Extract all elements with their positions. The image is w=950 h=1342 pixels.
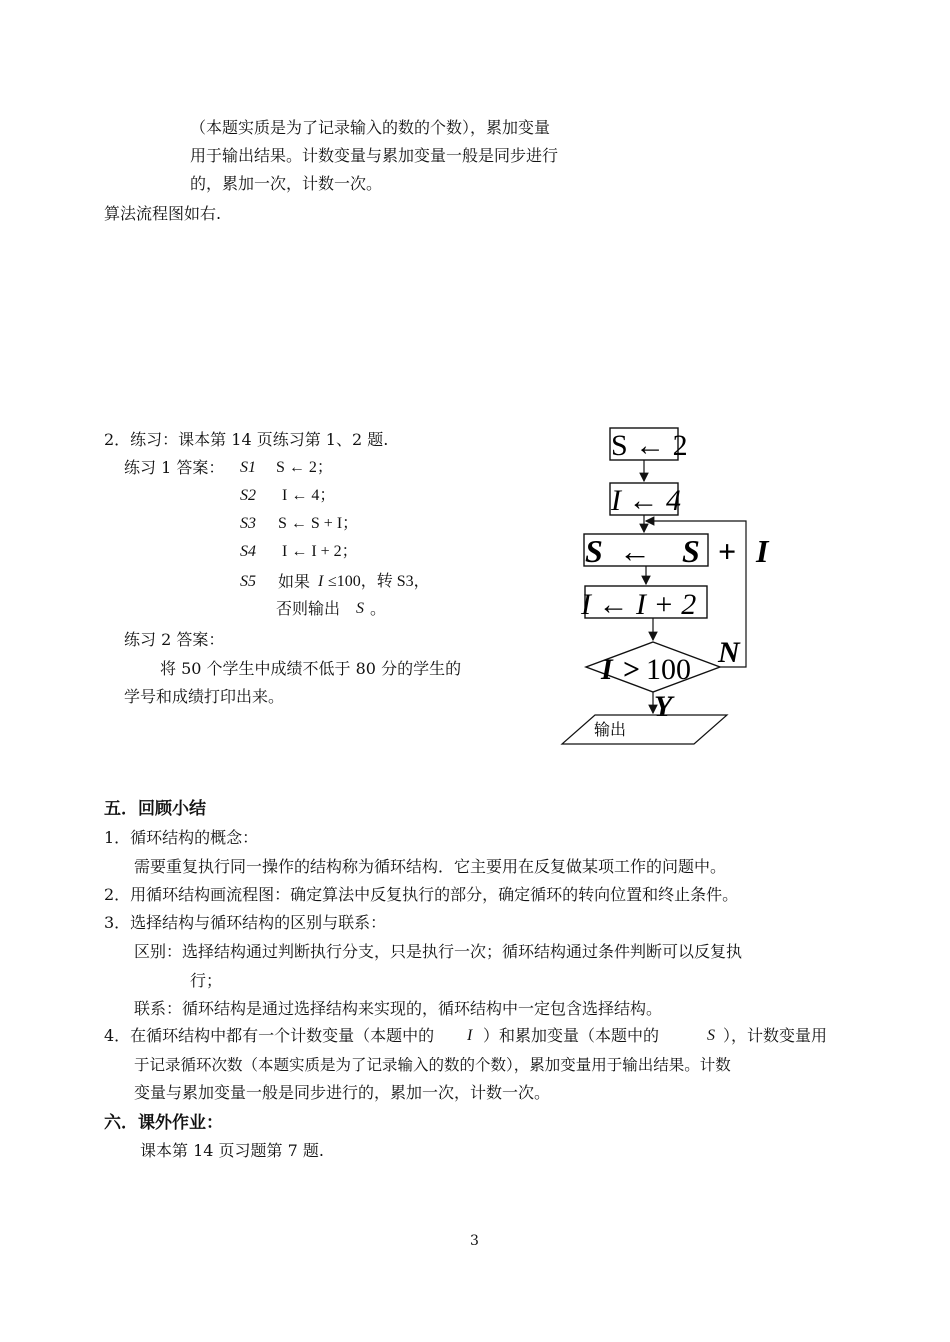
summary-p4-var1: I bbox=[467, 1027, 473, 1044]
summary-p1-body: 需要重复执行同一操作的结构称为循环结构．它主要用在反复做某项工作的问题中。 bbox=[134, 857, 727, 876]
step-s5-else-b: 。 bbox=[370, 599, 387, 618]
flow-note: 算法流程图如右. bbox=[104, 204, 222, 223]
step-s3-id: S3 bbox=[240, 515, 256, 532]
step-s5-id: S5 bbox=[240, 573, 256, 590]
flow-box-4 bbox=[585, 586, 707, 618]
flow-box-3-plus: + bbox=[718, 533, 737, 569]
step-s4-text: I ← I + 2； bbox=[282, 543, 358, 560]
flow-box-3-a: S bbox=[585, 533, 603, 569]
answer-1-label: 练习 1 答案： bbox=[124, 458, 225, 477]
answer-2-line-2: 学号和成绩打印出来。 bbox=[124, 687, 285, 706]
flow-box-3-c: I bbox=[756, 533, 769, 569]
step-s2-id: S2 bbox=[240, 487, 256, 504]
flow-box-3 bbox=[584, 534, 708, 566]
summary-p4-b: ）和累加变量（本题中的 bbox=[483, 1026, 660, 1045]
summary-p3: 3．选择结构与循环结构的区别与联系： bbox=[104, 913, 387, 932]
flow-decision-op: > bbox=[623, 653, 641, 686]
intro-line-1: （本题实质是为了记录输入的数的个数），累加变量 bbox=[190, 118, 551, 137]
step-s4-id: S4 bbox=[240, 543, 256, 560]
step-s1-text: S ← 2； bbox=[276, 459, 333, 476]
practice-heading: 2．练习：课本第 14 页练习第 1、2 题. bbox=[104, 430, 389, 449]
flow-box-3-b: S bbox=[682, 533, 700, 569]
flow-box-2 bbox=[610, 483, 678, 515]
flow-loop-line bbox=[646, 521, 746, 667]
page-number: 3 bbox=[470, 1233, 479, 1249]
step-s2-text: I ← 4； bbox=[282, 487, 336, 504]
summary-p4-line2: 于记录循环次数（本题实质是为了记录输入的数的个数），累加变量用于输出结果。计数 bbox=[134, 1056, 731, 1074]
step-s5-var: I bbox=[318, 573, 324, 590]
step-s5-cond: ≤100，转 S3， bbox=[328, 573, 430, 590]
step-s1-id: S1 bbox=[240, 459, 256, 476]
intro-line-3: 的，累加一次，计数一次。 bbox=[190, 174, 383, 193]
flow-output bbox=[562, 715, 727, 744]
summary-diff-cont: 行； bbox=[190, 971, 223, 990]
flow-box-1 bbox=[610, 428, 678, 460]
summary-p1: 1．循环结构的概念： bbox=[104, 828, 259, 847]
summary-heading: 五．回顾小结 bbox=[104, 799, 206, 819]
flow-box-4-text: I ← I + 2 bbox=[581, 588, 697, 621]
summary-p4-var2: S bbox=[707, 1027, 715, 1044]
answer-2-label: 练习 2 答案： bbox=[124, 630, 225, 649]
homework-body: 课本第 14 页习题第 7 题. bbox=[140, 1141, 324, 1160]
flow-no-label: N bbox=[718, 636, 740, 669]
answer-2-line-1: 将 50 个学生中成绩不低于 80 分的学生的 bbox=[160, 659, 462, 678]
flow-decision-var: I bbox=[601, 653, 613, 686]
flow-box-3-arrow: ← bbox=[619, 533, 651, 569]
step-s5-text-a: 如果 bbox=[278, 572, 311, 591]
step-s5-else-a: 否则输出 bbox=[276, 599, 341, 618]
summary-p4-line3: 变量与累加变量一般是同步进行的，累加一次，计数一次。 bbox=[134, 1083, 551, 1102]
summary-p4-a: 4．在循环结构中都有一个计数变量（本题中的 bbox=[104, 1026, 435, 1045]
step-s5-else-var: S bbox=[356, 600, 364, 617]
homework-heading: 六．课外作业： bbox=[104, 1113, 223, 1133]
flow-box-2-text: I ← 4 bbox=[611, 484, 681, 517]
summary-link: 联系：循环结构是通过选择结构来实现的，循环结构中一定包含选择结构。 bbox=[134, 999, 663, 1018]
step-s3-text: S ← S + I； bbox=[278, 515, 359, 532]
flow-decision-num: 100 bbox=[646, 653, 691, 686]
flow-box-1-text: S ← 2 bbox=[611, 429, 688, 462]
flow-yes-label: Y bbox=[654, 690, 673, 723]
flow-output-label: 输出 bbox=[594, 720, 627, 739]
summary-p2: 2．用循环结构画流程图：确定算法中反复执行的部分，确定循环的转向位置和终止条件。 bbox=[104, 885, 739, 904]
summary-p4-c: ），计数变量用 bbox=[723, 1026, 828, 1045]
flow-decision bbox=[586, 642, 720, 692]
summary-diff: 区别：选择结构通过判断执行分支，只是执行一次；循环结构通过条件判断可以反复执 bbox=[134, 942, 743, 961]
intro-line-2: 用于输出结果。计数变量与累加变量一般是同步进行 bbox=[190, 146, 559, 165]
